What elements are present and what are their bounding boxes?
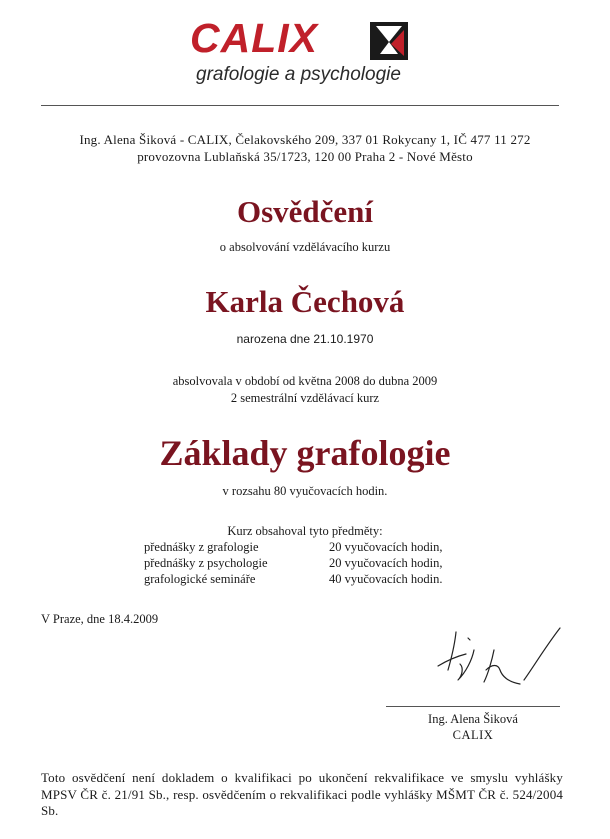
signature-line bbox=[386, 706, 560, 707]
birth-date: narozena dne 21.10.1970 bbox=[236, 332, 374, 346]
subject-name: grafologické semináře bbox=[144, 572, 256, 586]
certificate-title: Osvědčení bbox=[236, 194, 374, 229]
signer-name: Ing. Alena Šiková bbox=[428, 712, 518, 726]
subject-hours: 20 vyučovacích hodin, bbox=[329, 556, 443, 570]
subject-hours: 20 vyučovacích hodin, bbox=[329, 540, 443, 554]
subject-name: přednášky z psychologie bbox=[144, 556, 268, 570]
subject-hours: 40 vyučovacích hodin. bbox=[329, 572, 443, 586]
subject-name: přednášky z grafologie bbox=[144, 540, 259, 554]
legal-note: Toto osvědčení není dokladem o kvalifikaci po ukončení rekvalifikace ve smyslu vyhlášky MPSV ČR č. 21/91 Sb., resp. osvědčením o rekvalifikaci podle vyhlášky MŠMT ČR č. 524/2004 Sb. bbox=[41, 770, 563, 818]
handwritten-signature bbox=[428, 620, 578, 700]
certificate-subtitle: o absolvování vzdělávacího kurzu bbox=[219, 240, 391, 254]
address-line-1: Ing. Alena Šiková - CALIX, Čelakovského 209, 337 01 Rokycany 1, IČ 477 11 272 bbox=[79, 132, 531, 147]
signer-company: CALIX bbox=[452, 728, 494, 742]
recipient-name: Karla Čechová bbox=[205, 284, 405, 319]
header-divider bbox=[41, 105, 559, 106]
subjects-heading: Kurz obsahoval tyto předměty: bbox=[227, 524, 383, 538]
logo-subtitle: grafologie a psychologie bbox=[196, 64, 401, 85]
calix-logo-icon bbox=[368, 20, 410, 62]
course-kind: 2 semestrální vzdělávací kurz bbox=[230, 391, 380, 405]
course-period: absolvovala v období od května 2008 do dubna 2009 bbox=[172, 374, 438, 388]
place-and-date: V Praze, dne 18.4.2009 bbox=[41, 612, 159, 626]
address-line-2: provozovna Lublaňská 35/1723, 120 00 Praha 2 - Nové Město bbox=[137, 149, 473, 164]
logo-wordmark: CALIX bbox=[190, 15, 318, 61]
course-scope: v rozsahu 80 vyučovacích hodin. bbox=[222, 484, 388, 498]
course-title: Základy grafologie bbox=[159, 433, 451, 473]
